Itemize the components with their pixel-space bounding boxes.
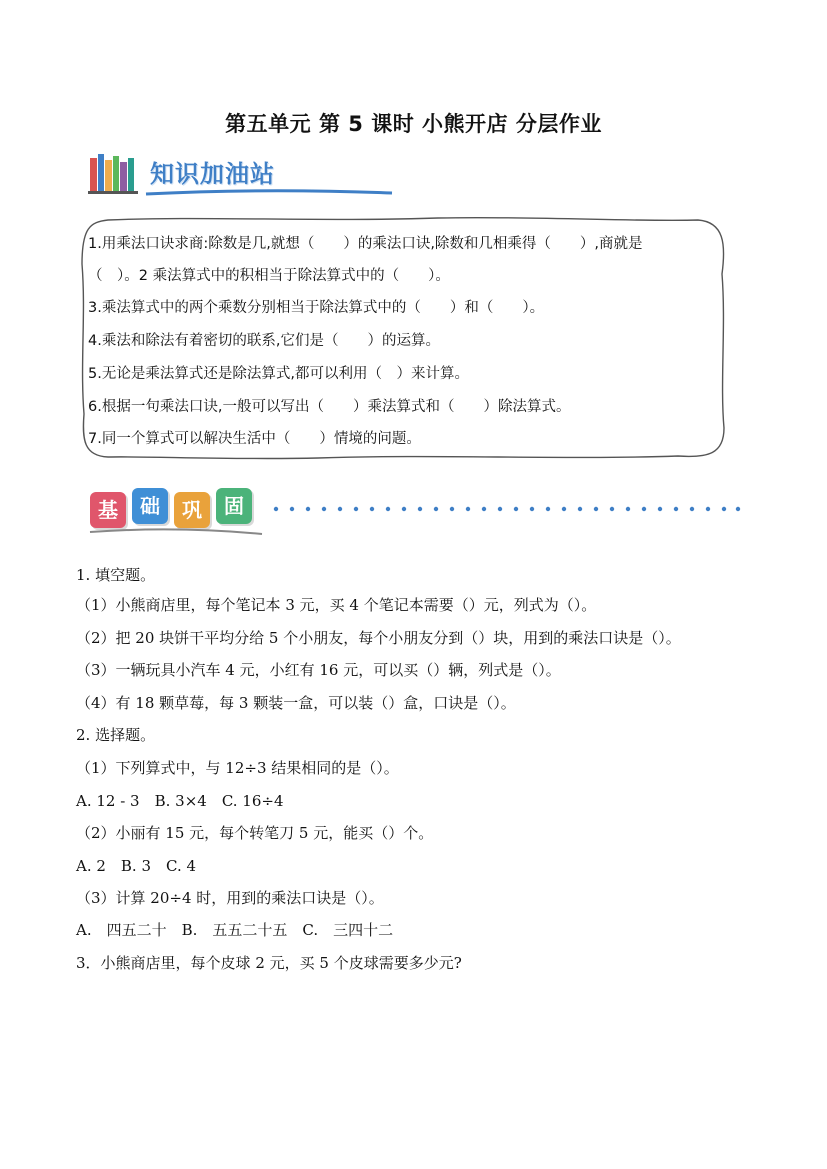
question-1-4: （4）有 18 颗草莓，每 3 颗装一盒，可以装（）盒，口诀是（）。 (76, 694, 516, 712)
tile-gu: 固 (216, 488, 252, 524)
section-title-knowledge: 知识加油站 (150, 160, 275, 188)
question-2-heading: 2. 选择题。 (76, 726, 156, 744)
knowledge-line-7: 7.同一个算式可以解决生活中（ ）情境的问题。 (88, 431, 421, 447)
knowledge-line-1: 1.用乘法口诀求商:除数是几,就想（ ）的乘法口诀,除数和几相乘得（ ）,商就是 (88, 236, 643, 252)
section-header-knowledge (88, 148, 328, 198)
section-header-basics (86, 484, 746, 540)
question-2-1-options: A. 12 - 3 B. 3×4 C. 16÷4 (76, 792, 284, 810)
question-2-3-options: A. 四五二十 B. 五五二十五 C. 三四十二 (76, 921, 394, 939)
question-2-1: （1）下列算式中，与 12÷3 结果相同的是（）。 (76, 759, 399, 777)
title-underline (144, 188, 394, 198)
question-1-3: （3）一辆玩具小汽车 4 元，小红有 16 元，可以买（）辆，列式是（）。 (76, 661, 561, 679)
knowledge-line-2: （ ）。2 乘法算式中的积相当于除法算式中的（ ）。 (88, 268, 450, 284)
question-1-2: （2）把 20 块饼干平均分给 5 个小朋友，每个小朋友分到（）块，用到的乘法口诀是（）。 (76, 629, 681, 647)
tile-gong: 巩 (174, 492, 210, 528)
knowledge-line-5: 5.无论是乘法算式还是除法算式,都可以利用（ ）来计算。 (88, 366, 469, 382)
books-icon (88, 152, 140, 194)
question-1-heading: 1. 填空题。 (76, 566, 156, 584)
tile-ji: 基 (90, 492, 126, 528)
question-3: 3．小熊商店里，每个皮球 2 元，买 5 个皮球需要多少元? (76, 954, 462, 972)
knowledge-line-4: 4.乘法和除法有着密切的联系,它们是（ ）的运算。 (88, 333, 440, 349)
knowledge-line-3: 3.乘法算式中的两个乘数分别相当于除法算式中的（ ）和（ ）。 (88, 300, 545, 316)
tile-chu: 础 (132, 488, 168, 524)
question-2-2-options: A. 2 B. 3 C. 4 (76, 857, 197, 875)
dotted-divider (272, 504, 742, 514)
page-title: 第五单元 第 5 课时 小熊开店 分层作业 (225, 112, 602, 136)
question-1-1: （1）小熊商店里，每个笔记本 3 元，买 4 个笔记本需要（）元，列式为（）。 (76, 596, 597, 614)
tiles-underline (86, 524, 266, 538)
knowledge-line-6: 6.根据一句乘法口诀,一般可以写出（ ）乘法算式和（ ）除法算式。 (88, 399, 571, 415)
question-2-2: （2）小丽有 15 元，每个转笔刀 5 元，能买（）个。 (76, 824, 434, 842)
question-2-3: （3）计算 20÷4 时，用到的乘法口诀是（）。 (76, 889, 384, 907)
